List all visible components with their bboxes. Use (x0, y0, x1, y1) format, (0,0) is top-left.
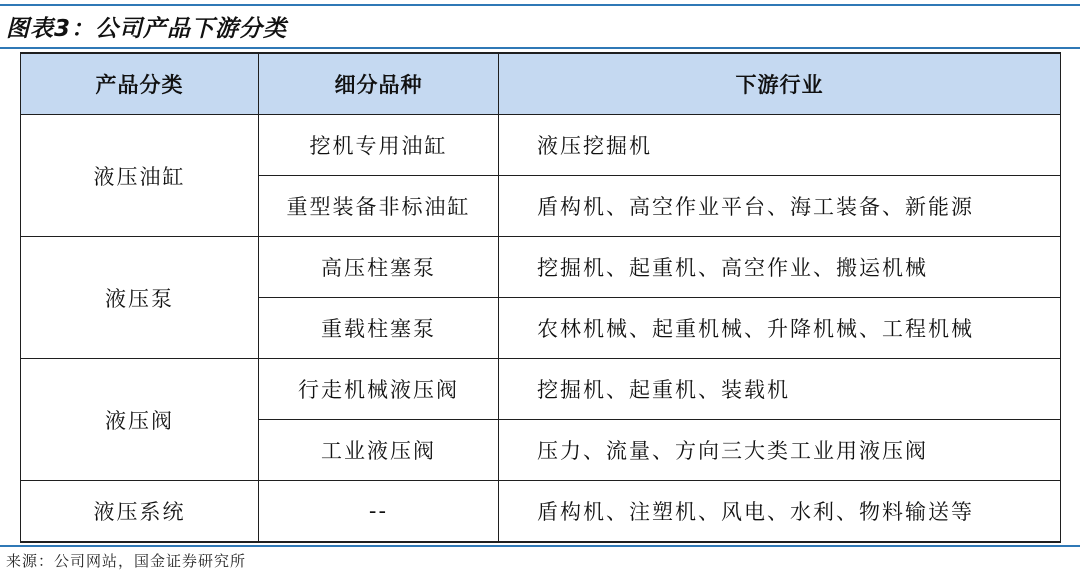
category-cell: 液压系统 (21, 481, 259, 543)
table-row (21, 481, 1061, 543)
industry-cell: 液压挖掘机 (499, 115, 1061, 176)
industry-cell: 挖掘机、起重机、高空作业、搬运机械 (499, 237, 1061, 298)
table-row (21, 115, 1061, 176)
title-rule (0, 47, 1080, 49)
sub-variety-cell: 挖机专用油缸 (259, 115, 499, 176)
industry-cell: 盾构机、高空作业平台、海工装备、新能源 (499, 176, 1061, 237)
sub-variety-cell: 行走机械液压阀 (259, 359, 499, 420)
header-downstream-industry: 下游行业 (499, 53, 1061, 115)
table-row (21, 359, 1061, 420)
source-note: 来源：公司网站，国金证券研究所 (6, 552, 247, 570)
category-cell: 液压阀 (21, 359, 259, 481)
sub-variety-cell: 高压柱塞泵 (259, 237, 499, 298)
sub-variety-cell: 工业液压阀 (259, 420, 499, 481)
industry-cell: 压力、流量、方向三大类工业用液压阀 (499, 420, 1061, 481)
sub-variety-cell: 重载柱塞泵 (259, 298, 499, 359)
sub-variety-cell: -- (259, 481, 499, 543)
figure-title: 图表3：公司产品下游分类 (6, 16, 288, 42)
header-product-category: 产品分类 (21, 53, 259, 115)
category-cell: 液压油缸 (21, 115, 259, 237)
industry-cell: 盾构机、注塑机、风电、水利、物料输送等 (499, 481, 1061, 543)
sub-variety-cell: 重型装备非标油缸 (259, 176, 499, 237)
table-header-row (21, 53, 1061, 115)
product-classification-table (20, 52, 1061, 543)
industry-cell: 挖掘机、起重机、装载机 (499, 359, 1061, 420)
industry-cell: 农林机械、起重机械、升降机械、工程机械 (499, 298, 1061, 359)
top-rule (0, 4, 1080, 6)
bottom-rule (0, 545, 1080, 547)
category-cell: 液压泵 (21, 237, 259, 359)
table-row (21, 237, 1061, 298)
header-sub-variety: 细分品种 (259, 53, 499, 115)
